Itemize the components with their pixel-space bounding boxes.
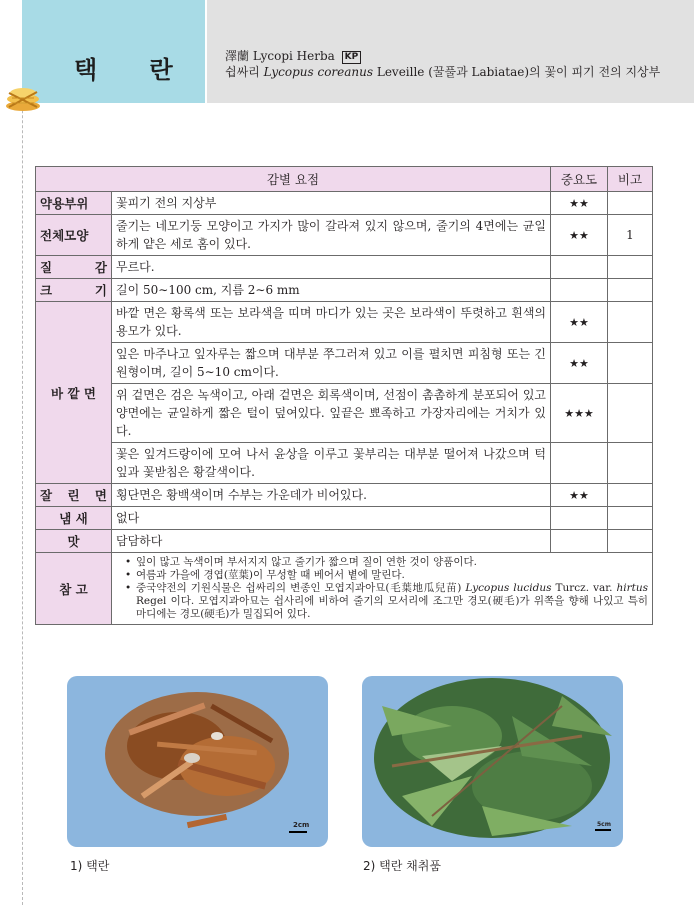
source-suffix: Leveille (꿀풀과 Labiatae)의 꽃이 피기 전의 지상부	[373, 65, 661, 79]
table-row	[36, 256, 653, 279]
table-row	[36, 507, 653, 530]
row-note	[608, 192, 653, 215]
row-label: 참 고	[36, 553, 112, 625]
scale-label: 2cm	[293, 821, 310, 829]
importance-stars	[551, 443, 608, 484]
criteria-header: 감별 요점	[36, 167, 551, 192]
title-box	[22, 0, 205, 103]
row-label: 바 깥 면	[36, 302, 112, 484]
scale-label: 5cm	[597, 821, 611, 828]
row-label: 질 감	[36, 256, 112, 279]
row-desc: 횡단면은 황백색이며 수부는 가운데가 비어있다.	[112, 484, 551, 507]
table-row	[36, 279, 653, 302]
source-description	[225, 64, 665, 80]
row-desc: 꽃은 잎겨드랑이에 모여 나서 윤상을 이루고 꽃부리는 대부분 떨어져 나갔으며 턱잎과 꽃받침은 황갈색이다.	[112, 443, 551, 484]
importance-stars: ★★	[551, 192, 608, 215]
table-row	[36, 484, 653, 507]
herb-photo-dried	[67, 676, 328, 847]
page-title: 택 란	[74, 56, 195, 84]
row-desc: 꽃피기 전의 지상부	[112, 192, 551, 215]
row-label: 잘 린 면	[36, 484, 112, 507]
row-desc: 바깥 면은 황록색 또는 보라색을 띠며 마디가 있는 곳은 보라색이 뚜렷하고 흰색의 용모가 있다.	[112, 302, 551, 343]
importance-stars: ★★	[551, 302, 608, 343]
table-row	[36, 302, 653, 343]
row-desc: 위 겉면은 검은 녹색이고, 아래 겉면은 회록색이며, 선점이 촘촘하게 분포되어 있고 양면에는 균일하게 짧은 털이 덮여있다. 잎끝은 뾰족하고 가장자리에는 거치가 있다.	[112, 384, 551, 443]
row-label: 약용부위	[36, 192, 112, 215]
table-row	[36, 215, 653, 256]
row-desc: 담담하다	[112, 530, 551, 553]
table-header-row	[36, 167, 653, 192]
importance-header: 중요도	[551, 167, 608, 192]
row-desc: 길이 50∼100 cm, 지름 2∼6 mm	[112, 279, 551, 302]
kp-badge: KP	[342, 51, 362, 64]
herb-bundle-icon	[4, 86, 42, 112]
fresh-herb-illustration	[362, 676, 623, 847]
dried-herb-illustration	[67, 676, 328, 847]
margin-guide-line	[22, 0, 23, 905]
herb-photo-fresh	[362, 676, 623, 847]
list-item: • 중국약전의 기원식물은 쉽싸리의 변종인 모엽지과아묘(毛葉地瓜兒苗) Lycopus lucidus Turcz. var. hirtus Regel 이다. 모엽지과아묘는 쉽사리에 비하여 줄기의 모서리에 조그만 경모(硬毛)가 위쪽을 향해 나있고 특히 마디에는 경모(硬毛)가 밀집되어 있다.	[134, 582, 648, 621]
row-note: 1	[608, 215, 653, 256]
row-label: 냄 새	[36, 507, 112, 530]
reference-notes	[112, 553, 653, 625]
latin-name-line	[225, 47, 361, 64]
row-label: 전체모양	[36, 215, 112, 256]
table-row	[36, 553, 653, 625]
table-row	[36, 443, 653, 484]
row-label: 맛	[36, 530, 112, 553]
table-row	[36, 384, 653, 443]
list-item: • 여름과 가을에 경엽(莖葉)이 무성할 때 베어서 볕에 말린다.	[134, 569, 648, 582]
note-header: 비고	[608, 167, 653, 192]
row-desc: 줄기는 네모기둥 모양이고 가지가 많이 갈라져 있지 않으며, 줄기의 4면에는 균일하게 얕은 세로 홈이 있다.	[112, 215, 551, 256]
importance-stars: ★★★	[551, 384, 608, 443]
photo-caption: 1) 택란	[70, 859, 110, 873]
table-row	[36, 343, 653, 384]
source-species: Lycopus coreanus	[263, 65, 374, 79]
hanja-name: 澤蘭	[225, 49, 250, 63]
identification-table	[35, 166, 653, 625]
photo-caption: 2) 택란 채취품	[363, 859, 441, 873]
importance-stars: ★★	[551, 215, 608, 256]
table-row	[36, 530, 653, 553]
table-row	[36, 192, 653, 215]
importance-stars: ★★	[551, 343, 608, 384]
importance-stars: ★★	[551, 484, 608, 507]
list-item: • 잎이 많고 녹색이며 부서지지 않고 줄기가 짧으며 질이 연한 것이 양품이다.	[134, 556, 648, 569]
source-prefix: 쉽싸리	[225, 65, 260, 79]
row-desc: 없다	[112, 507, 551, 530]
row-desc: 잎은 마주나고 잎자루는 짧으며 대부분 쭈그러져 있고 이를 펼치면 피침형 또는 긴 원형이며, 길이 5∼10 cm이다.	[112, 343, 551, 384]
row-desc: 무르다.	[112, 256, 551, 279]
row-label: 크 기	[36, 279, 112, 302]
latin-name: Lycopi Herba	[252, 49, 335, 63]
